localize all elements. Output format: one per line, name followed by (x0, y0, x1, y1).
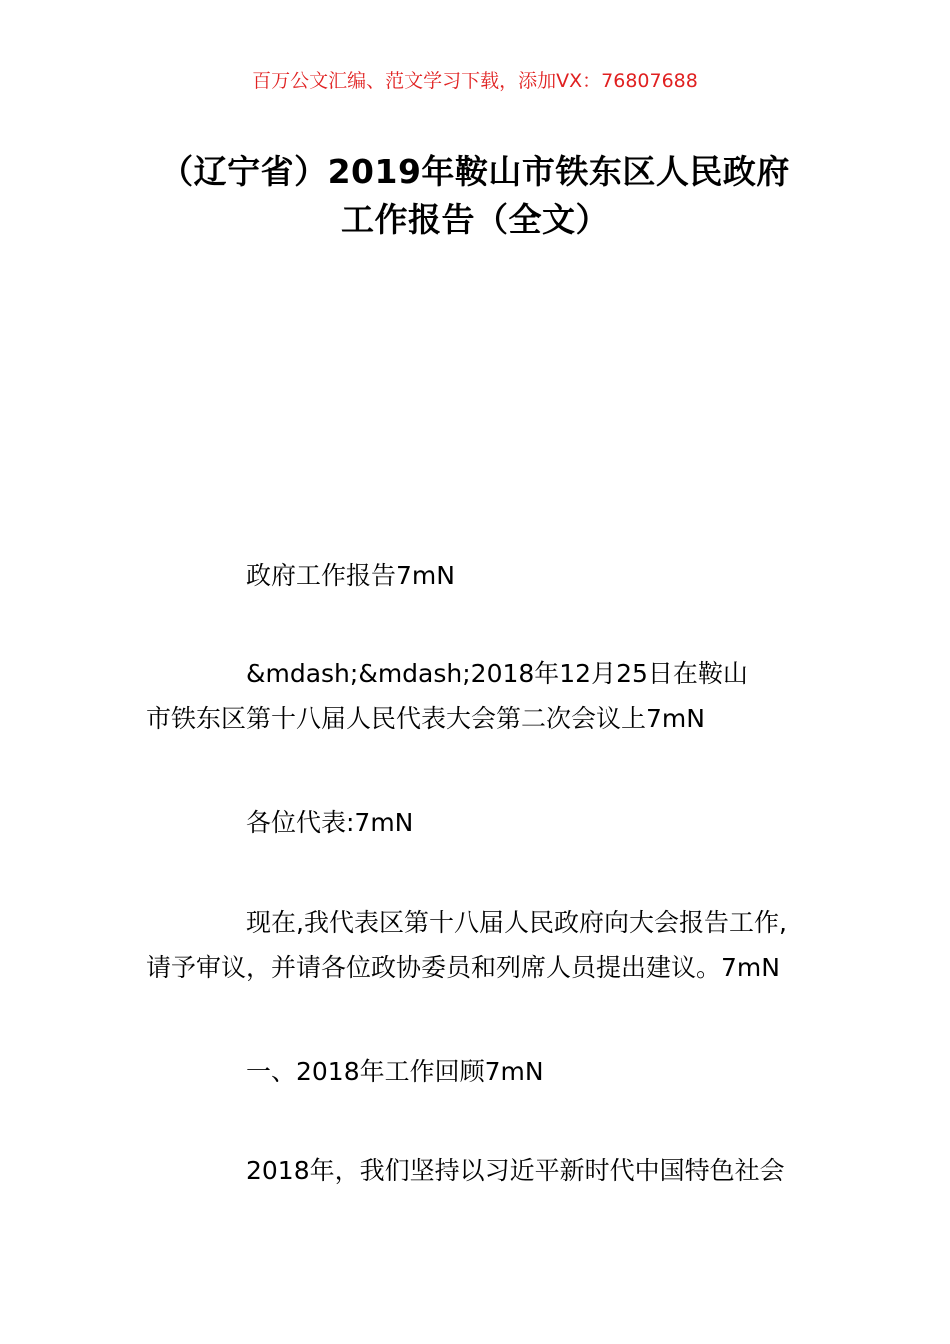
section-heading-review (146, 1049, 816, 1094)
paragraph-review-body (146, 1148, 816, 1193)
paragraph-line: 一、2018年工作回顾7mN (246, 1057, 544, 1086)
paragraph-line: 2018年，我们坚持以习近平新时代中国特色社会 (246, 1156, 785, 1185)
paragraph-line: 市铁东区第十八届人民代表大会第二次会议上7mN (146, 704, 705, 733)
paragraph-intro (146, 900, 816, 990)
paragraph-date-line (146, 651, 816, 741)
title-line-2: 工作报告（全文） (341, 200, 609, 239)
document-title (0, 148, 950, 244)
title-line-1: （辽宁省）2019年鞍山市铁东区人民政府 (160, 152, 790, 191)
paragraph-line: 现在,我代表区第十八届人民政府向大会报告工作, (246, 908, 787, 937)
paragraph-salutation (146, 800, 816, 845)
paragraph-line: 请予审议，并请各位政协委员和列席人员提出建议。7mN (146, 953, 780, 982)
header-note: 百万公文汇编、范文学习下载，添加VX：76807688 (252, 70, 698, 92)
paragraph-line: 政府工作报告7mN (246, 561, 455, 590)
paragraph-report-heading (146, 553, 816, 598)
paragraph-line: &mdash;&mdash;2018年12月25日在鞍山 (246, 659, 748, 688)
paragraph-line: 各位代表:7mN (246, 808, 414, 837)
